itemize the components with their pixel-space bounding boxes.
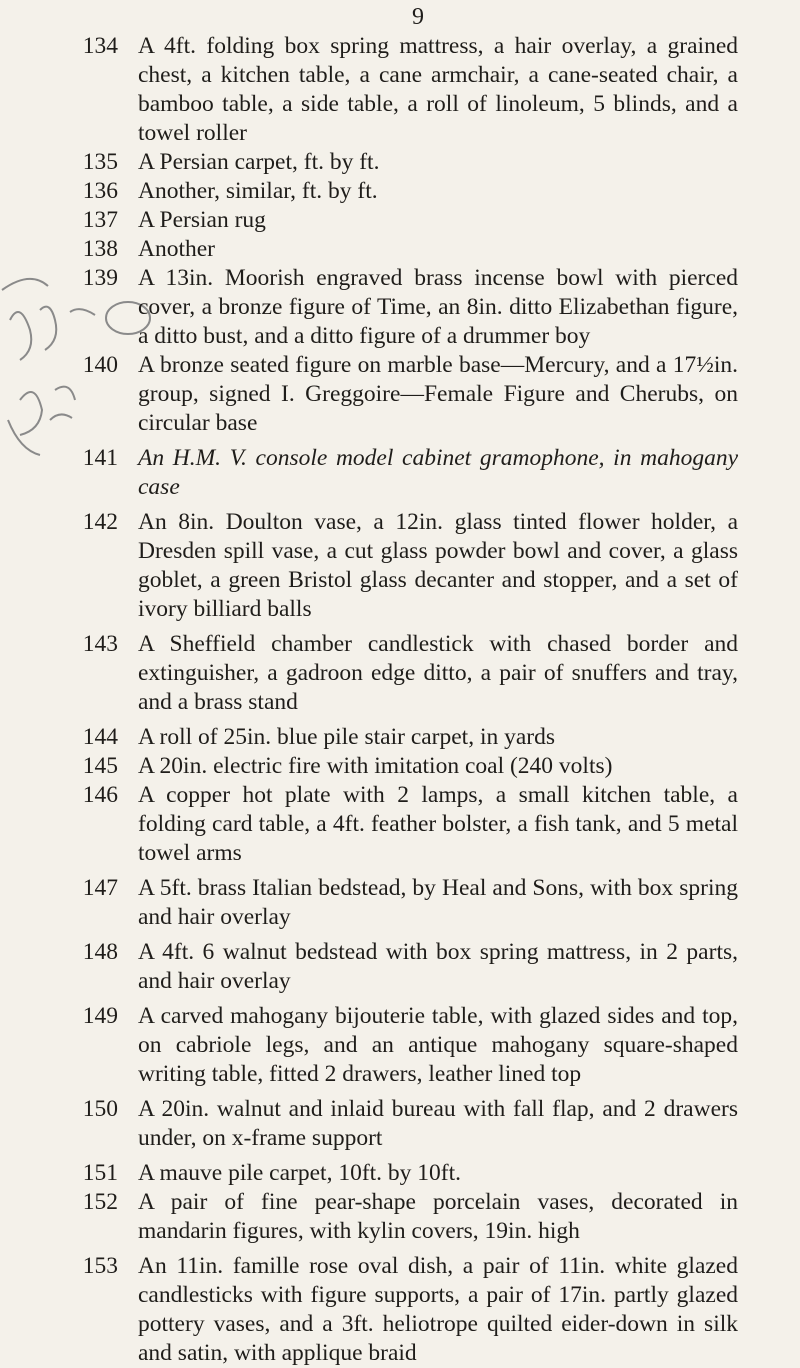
- lot-number: 139: [82, 265, 118, 291]
- lot-entry: [0, 1159, 800, 1188]
- lot-number: 141: [82, 445, 118, 471]
- lot-number: 146: [82, 782, 118, 808]
- lot-number: 138: [82, 236, 118, 262]
- lot-description: A Persian carpet, ft. by ft.: [138, 149, 380, 175]
- lot-entry: [0, 752, 800, 781]
- lot-description: Another: [138, 236, 216, 262]
- lot-number: 143: [82, 631, 118, 657]
- lot-entry: [0, 1095, 800, 1153]
- lot-number: 144: [82, 724, 118, 750]
- lot-number: 136: [82, 178, 118, 204]
- lot-entry: [0, 206, 800, 235]
- lot-number: 151: [82, 1160, 118, 1186]
- lot-description: A 13in. Moorish engraved brass incense bowl with pierced cover, a bronze figure of Time, an 8in. ditto Elizabethan figure, a ditto bust, and a ditto figure of a drummer boy: [138, 265, 738, 349]
- lot-description: A roll of 25in. blue pile stair carpet, in yards: [138, 724, 556, 750]
- lot-number: 135: [82, 149, 118, 175]
- lot-number: 148: [82, 939, 118, 965]
- page-number: 9: [412, 4, 425, 30]
- lot-number: 152: [82, 1189, 118, 1215]
- lot-entry: [0, 1252, 800, 1368]
- lot-description: A 4ft. folding box spring mattress, a hair overlay, a grained chest, a kitchen table, a cane armchair, a cane-seated chair, a bamboo table, a side table, a roll of linoleum, 5 blinds, and a towel roller: [138, 33, 738, 146]
- lot-entry: [0, 32, 800, 148]
- lot-entry: [0, 781, 800, 868]
- lot-description: A 20in. electric fire with imitation coal (240 volts): [138, 753, 613, 779]
- lot-description: A 20in. walnut and inlaid bureau with fall flap, and 2 drawers under, on x-frame support: [138, 1096, 738, 1151]
- lot-entry: [0, 444, 800, 502]
- lot-description: A Sheffield chamber candlestick with chased border and extinguisher, a gadroon edge ditto, a pair of snuffers and tray, and a brass stand: [138, 631, 738, 715]
- lot-description: A 5ft. brass Italian bedstead, by Heal and Sons, with box spring and hair overlay: [138, 875, 738, 930]
- lot-number: 142: [82, 509, 118, 535]
- lot-number: 134: [82, 33, 118, 59]
- lot-entry: [0, 938, 800, 996]
- lot-description: A Persian rug: [138, 207, 266, 233]
- lot-entry: [0, 351, 800, 438]
- lot-entry: [0, 508, 800, 624]
- lot-entry: [0, 1188, 800, 1246]
- lot-number: 149: [82, 1003, 118, 1029]
- lot-number: 150: [82, 1096, 118, 1122]
- lot-number: 153: [82, 1253, 118, 1279]
- lot-entry: [0, 177, 800, 206]
- lot-entry: [0, 630, 800, 717]
- lot-entry: [0, 874, 800, 932]
- lot-description: An H.M. V. console model cabinet gramophone, in mahogany case: [138, 445, 738, 500]
- lot-entry: [0, 235, 800, 264]
- lot-number: 140: [82, 352, 118, 378]
- lot-list: [0, 32, 800, 1368]
- lot-description: A mauve pile carpet, 10ft. by 10ft.: [138, 1160, 462, 1186]
- lot-description: A copper hot plate with 2 lamps, a small kitchen table, a folding card table, a 4ft. feather bolster, a fish tank, and 5 metal towel arms: [138, 782, 738, 866]
- lot-description: An 8in. Doulton vase, a 12in. glass tinted flower holder, a Dresden spill vase, a cut glass powder bowl and cover, a glass goblet, a green Bristol glass decanter and stopper, and a set of ivory billiard balls: [138, 509, 738, 622]
- lot-entry: [0, 264, 800, 351]
- lot-number: 145: [82, 753, 118, 779]
- lot-entry: [0, 723, 800, 752]
- lot-description: Another, similar, ft. by ft.: [138, 178, 378, 204]
- lot-number: 137: [82, 207, 118, 233]
- lot-description: A pair of fine pear-shape porcelain vases, decorated in mandarin figures, with kylin covers, 19in. high: [138, 1189, 738, 1244]
- lot-description: An 11in. famille rose oval dish, a pair of 11in. white glazed candlesticks with figure supports, a pair of 17in. partly glazed pottery vases, and a 3ft. heliotrope quilted eider-down in silk and satin, with applique braid: [138, 1253, 738, 1366]
- lot-description: A carved mahogany bijouterie table, with glazed sides and top, on cabriole legs, and an antique mahogany square-shaped writing table, fitted 2 drawers, leather lined top: [138, 1003, 738, 1087]
- lot-description: A bronze seated figure on marble base—Mercury, and a 17½in. group, signed I. Greggoire—Female Figure and Cherubs, on circular base: [138, 352, 738, 436]
- lot-number: 147: [82, 875, 118, 901]
- lot-entry: [0, 1002, 800, 1089]
- lot-description: A 4ft. 6 walnut bedstead with box spring mattress, in 2 parts, and hair overlay: [138, 939, 738, 994]
- lot-entry: [0, 148, 800, 177]
